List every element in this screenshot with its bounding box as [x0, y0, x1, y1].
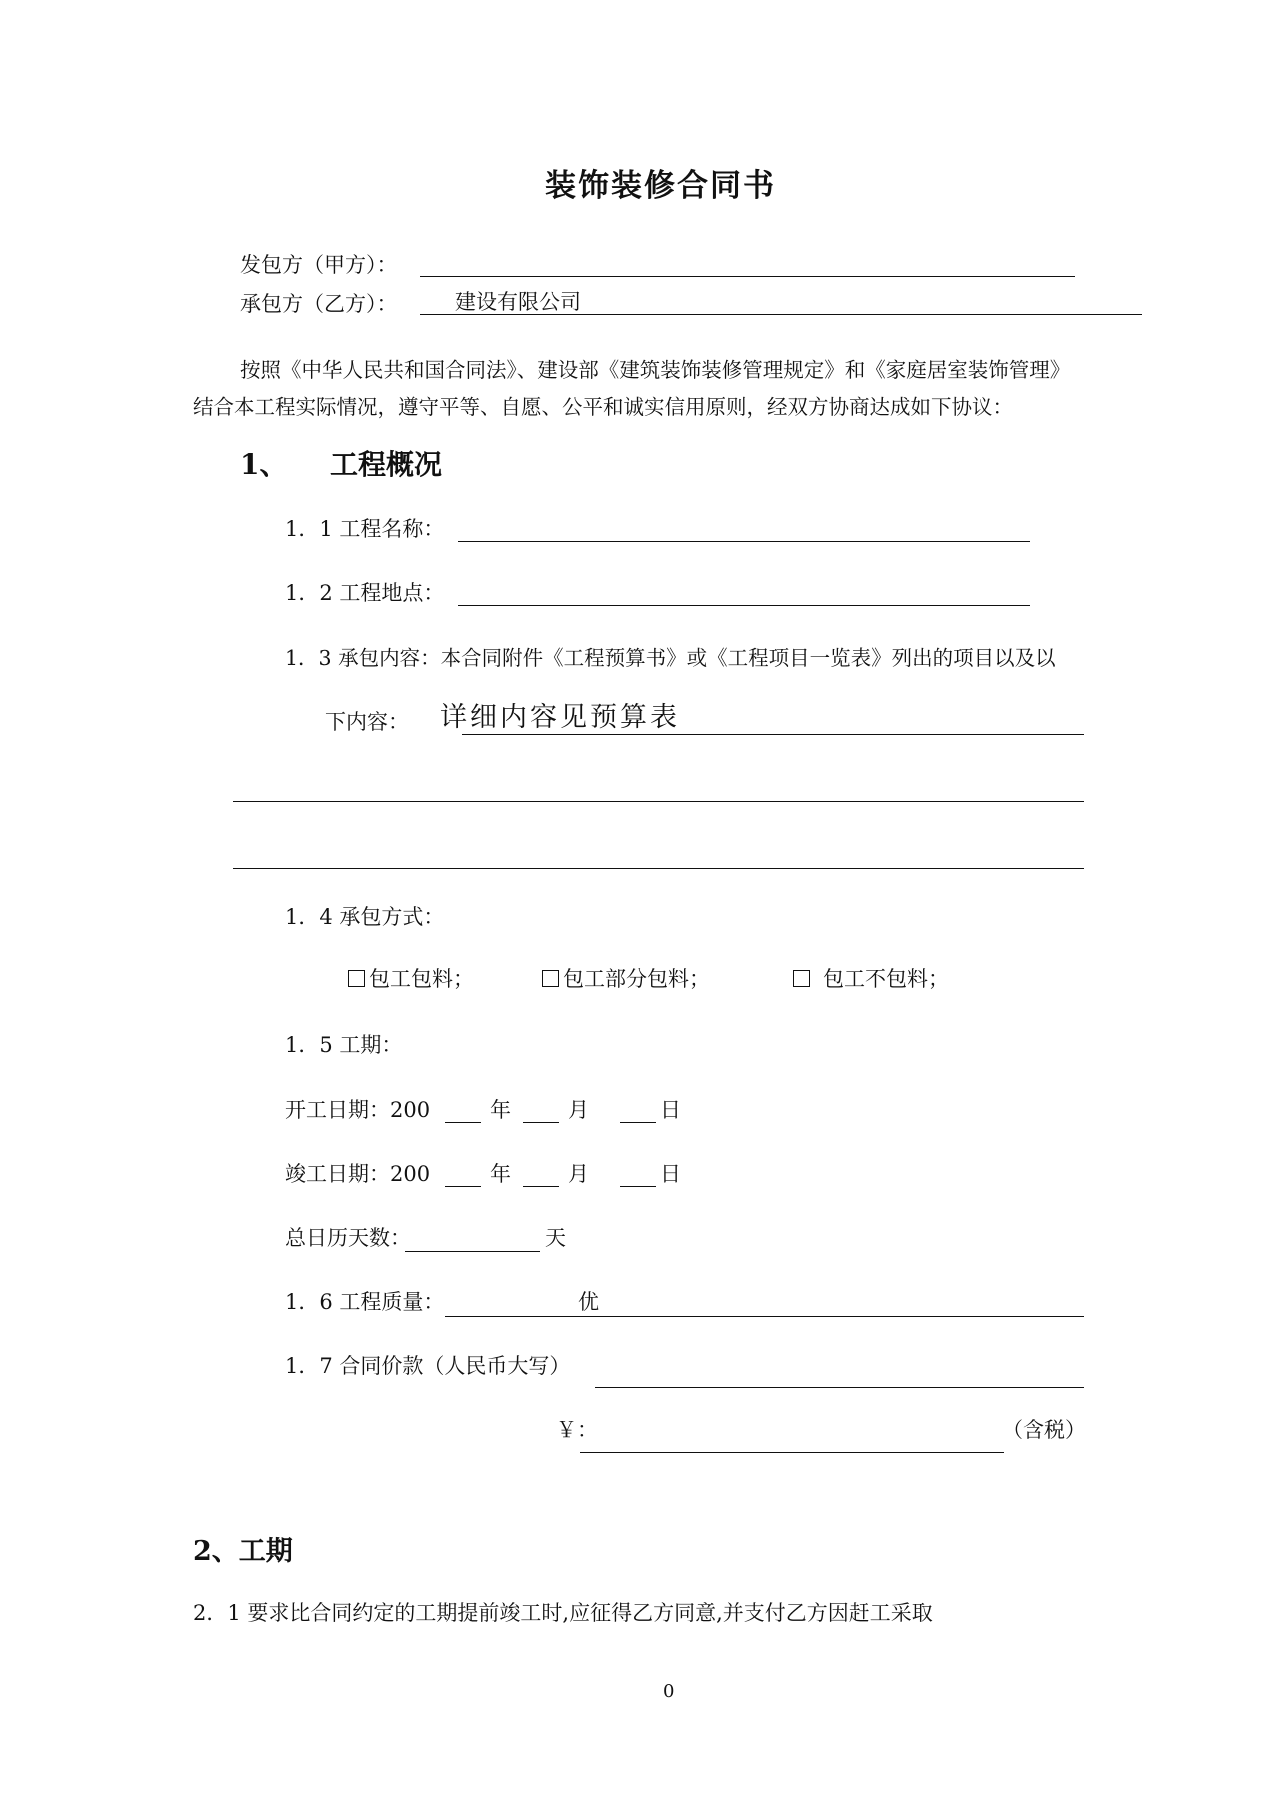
option-checkbox-1[interactable]	[348, 970, 365, 987]
end-month-unit: 月	[568, 1162, 589, 1186]
start-month-unit: 月	[568, 1098, 589, 1122]
section-1-title: 工程概况	[330, 448, 443, 481]
start-year-field[interactable]	[445, 1122, 481, 1123]
page-number: 0	[663, 1681, 675, 1702]
end-day-field[interactable]	[620, 1186, 656, 1187]
item-1-4-label: 1．4 承包方式：	[285, 905, 445, 929]
end-year-field[interactable]	[445, 1186, 481, 1187]
item-1-6-label: 1．6 工程质量：	[285, 1290, 445, 1314]
party-b-label: 承包方（乙方）：	[240, 292, 398, 316]
party-a-field[interactable]	[420, 276, 1075, 277]
project-name-field[interactable]	[458, 541, 1030, 542]
total-days-unit: 天	[545, 1226, 566, 1250]
end-month-field[interactable]	[523, 1186, 559, 1187]
item-2-1: 2．1 要求比合同约定的工期提前竣工时,应征得乙方同意,并支付乙方因赶工采取	[193, 1601, 933, 1625]
total-days-label: 总日历天数：	[285, 1226, 411, 1250]
section-1-number: 1、	[240, 448, 288, 481]
yen-label: ￥：	[556, 1418, 598, 1442]
party-b-field[interactable]	[420, 314, 1142, 315]
price-words-field[interactable]	[595, 1387, 1084, 1388]
content-field-2[interactable]	[233, 801, 1084, 802]
option-label-1: 包工包料；	[369, 967, 474, 991]
end-date-label: 竣工日期：200	[285, 1162, 431, 1186]
start-day-unit: 日	[660, 1098, 681, 1122]
project-location-field[interactable]	[458, 605, 1030, 606]
party-b-value: 建设有限公司	[455, 290, 581, 314]
item-1-3-line-2: 下内容：	[325, 710, 409, 734]
intro-line-2: 结合本工程实际情况，遵守平等、自愿、公平和诚实信用原则，经双方协商达成如下协议：	[193, 395, 1013, 419]
option-checkbox-2[interactable]	[542, 970, 559, 987]
item-1-5-label: 1．5 工期：	[285, 1033, 403, 1057]
content-field-3[interactable]	[233, 868, 1084, 869]
start-date-label: 开工日期：200	[285, 1098, 431, 1122]
quality-field[interactable]	[445, 1316, 1084, 1317]
total-days-field[interactable]	[405, 1251, 540, 1252]
document-title: 装饰装修合同书	[545, 168, 776, 204]
section-2-title: 2、工期	[193, 1536, 293, 1567]
party-a-label: 发包方（甲方）：	[240, 253, 398, 277]
start-day-field[interactable]	[620, 1122, 656, 1123]
option-label-2: 包工部分包料；	[563, 967, 710, 991]
start-month-field[interactable]	[523, 1122, 559, 1123]
option-label-3: 包工不包料；	[823, 967, 949, 991]
tax-note: （含税）	[1002, 1418, 1086, 1442]
content-field-1[interactable]	[462, 734, 1084, 735]
start-year-unit: 年	[490, 1098, 511, 1122]
quality-value: 优	[578, 1290, 599, 1314]
item-1-3-line-1: 1．3 承包内容：本合同附件《工程预算书》或《工程项目一览表》列出的项目以及以	[285, 646, 1056, 670]
intro-line-1: 按照《中华人民共和国合同法》、建设部《建筑装饰装修管理规定》和《家庭居室装饰管理》	[240, 358, 1071, 382]
item-1-2-label: 1．2 工程地点：	[285, 581, 445, 605]
option-checkbox-3[interactable]	[793, 970, 810, 987]
item-1-1-label: 1．1 工程名称：	[285, 517, 445, 541]
item-1-7-label: 1．7 合同价款（人民币大写）	[285, 1354, 571, 1378]
end-year-unit: 年	[490, 1162, 511, 1186]
handwritten-content: 详细内容见预算表	[440, 702, 680, 733]
end-day-unit: 日	[660, 1162, 681, 1186]
price-amount-field[interactable]	[580, 1452, 1004, 1453]
